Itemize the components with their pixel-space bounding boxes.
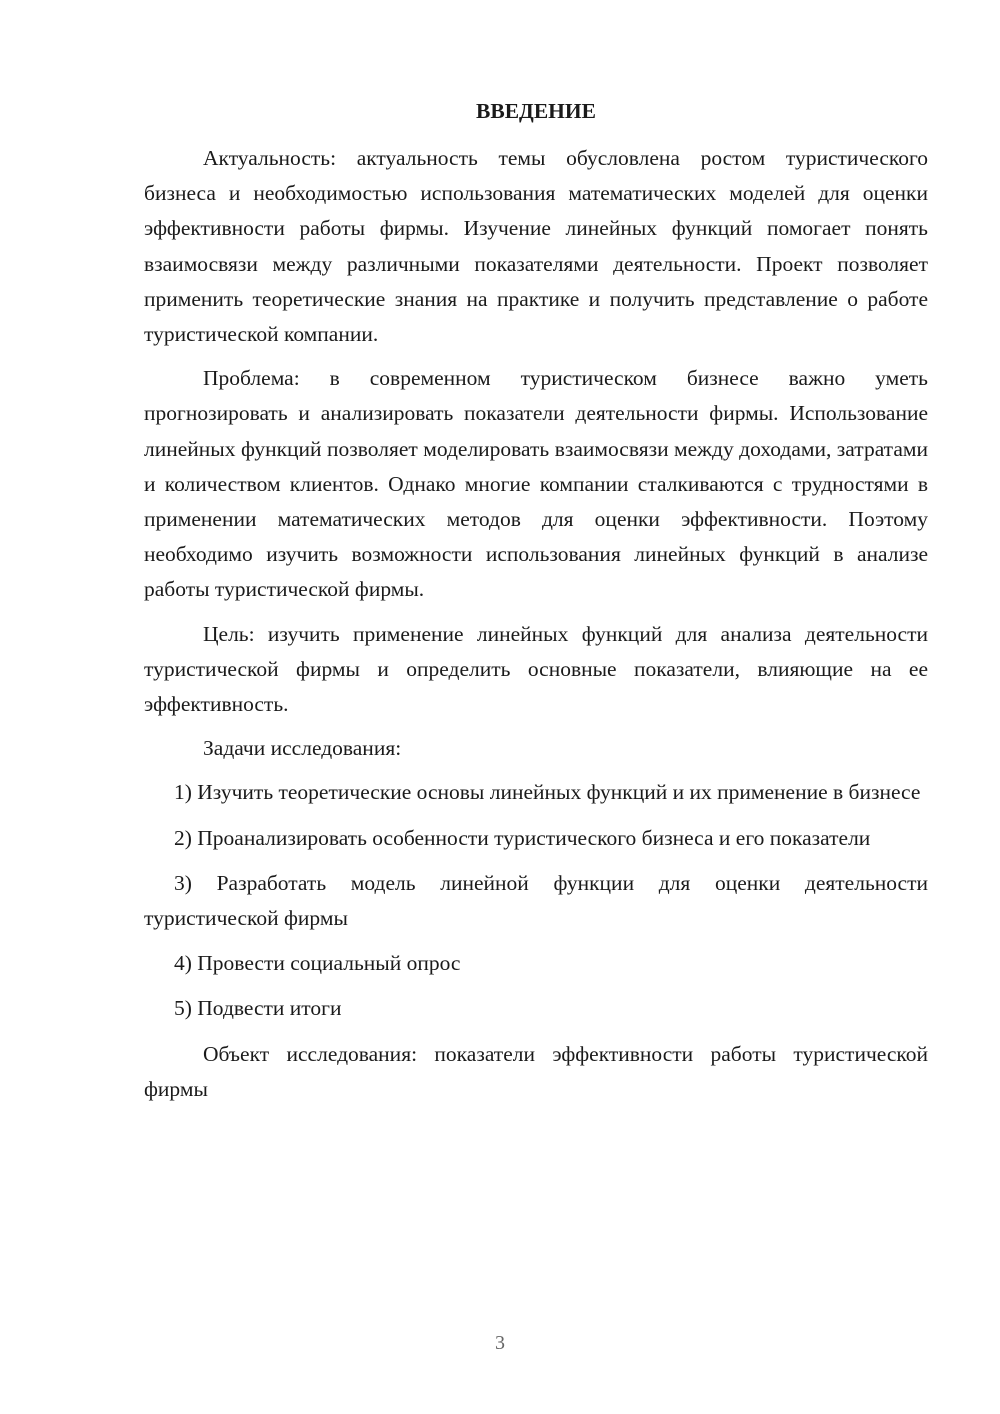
task-item-2: 2) Проанализировать особенности туристического бизнеса и его показатели [174,825,871,850]
task-item-1: 1) Изучить теоретические основы линейных функций и их применение в бизнесе [174,780,921,805]
page-number: 3 [495,1332,505,1354]
page-content [144,94,928,1116]
section-heading: ВВЕДЕНИЕ [476,99,596,123]
task-item-5: 5) Подвести итоги [174,996,342,1021]
task-item-4: 4) Провести социальный опрос [174,951,461,976]
task-item-3: 3) Разработать модель линейной функции для оценки деятельности туристической фирмы [144,870,928,931]
paragraph-relevance: Актуальность: актуальность темы обусловлена ростом туристического бизнеса и необходимостью использования математических моделей для оценки эффективности работы фирмы. Изучение линейных функций помогает понять взаимосвязи между различными показателями деятельности. Проект позволяет применить теоретические знания на практике и получить представление о работе туристической компании. [144,146,928,347]
tasks-intro: Задачи исследования: [203,736,402,761]
paragraph-problem: Проблема: в современном туристическом бизнесе важно уметь прогнозировать и анализировать показатели деятельности фирмы. Использование линейных функций позволяет моделировать взаимосвязи между доходами, затратами и количеством клиентов. Однако многие компании сталкиваются с трудностями в применении математических методов для оценки эффективности. Поэтому необходимо изучить возможности использования линейных функций в анализе работы туристической фирмы. [144,366,928,602]
paragraph-goal: Цель: изучить применение линейных функций для анализа деятельности туристической фирмы и определить основные показатели, влияющие на ее эффективность. [144,621,928,717]
paragraph-object: Объект исследования: показатели эффективности работы туристической фирмы [144,1041,928,1101]
